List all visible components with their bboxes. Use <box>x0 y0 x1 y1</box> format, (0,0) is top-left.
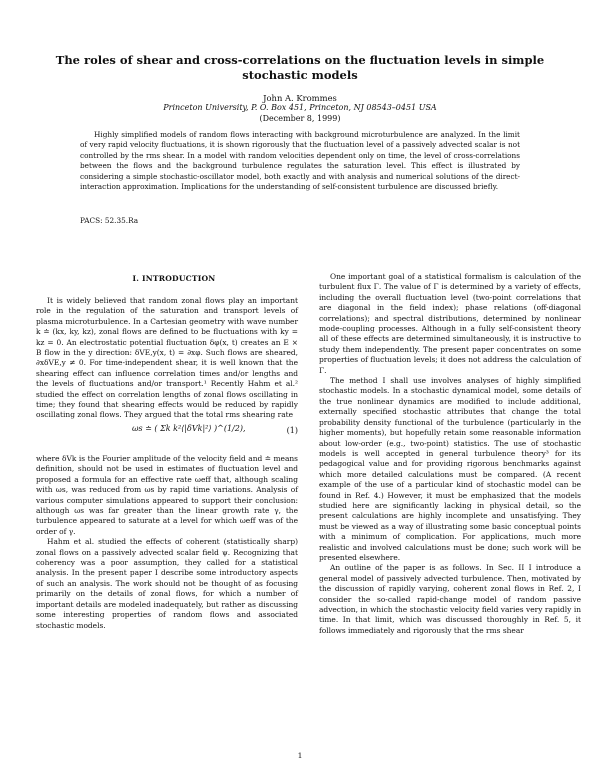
paragraph: It is widely believed that random zonal flows play an important role in the regulation of the saturation and transport levels of plasma microturbulence. In a Cartesian geometry with wave number k ≐ (kx, ky, kz), zonal flows are defined to be fluctuations with ky = kz = 0. An electrostatic potential fluctuation δφ(x, t) creates an E × B flow in the y direction: δVE,y(x, t) = ∂xφ. Such flows are sheared, ∂xδVE,y ≠ 0. For time-independent shear, it is well known that the shearing effect can influence correlation times and/or lengths and the levels of fluctuations and/or transport.¹ Recently Hahm et al.² studied the effect on correlation lengths of zonal flows oscillating in time; they found that shearing effects would be reduced by rapidly oscillating zonal flows. They argued that the total rms shearing rate <box>36 296 298 420</box>
paper-title: The roles of shear and cross-correlations on the fluctuation levels in simple stochastic models <box>55 53 545 82</box>
right-column <box>319 272 581 636</box>
page-number: 1 <box>297 751 303 760</box>
paragraph: Hahm et al. studied the effects of coherent (statistically sharp) zonal flows on a passively advected scalar field ψ. Recognizing that coherency was a poor assumption, they called for a statistical analysis. In the present paper I describe some introductory aspects of such an analysis. The work should not be thought of as focusing primarily on the details of zonal flows, for which a number of important details are modeled inadequately, but rather as discussing some interesting properties of random flows and associated stochastic models. <box>36 537 298 630</box>
equation-number: (1) <box>286 426 298 435</box>
section-heading: I. INTRODUCTION <box>132 274 216 283</box>
left-column-bottom <box>36 454 298 631</box>
author-name: John A. Krommes <box>263 93 337 103</box>
equation-formula: ωs ≐ ( Σk k²⟨|δVk|²⟩ )^(1/2), <box>132 424 246 433</box>
pacs-code: PACS: 52.35.Ra <box>80 216 139 225</box>
paper-date: (December 8, 1999) <box>259 114 341 123</box>
equation-1 <box>36 418 298 444</box>
paragraph: One important goal of a statistical formalism is calculation of the turbulent flux Γ. The value of Γ is determined by a variety of effects, including the overall fluctuation level (two-point correlations that are diagonal in the field index); phase relations (off-diagonal correlations); and spectral distributions, determined by nonlinear mode-coupling processes. Although in a fully self-consistent theory all of these effects are determined simultaneously, it is instructive to study them independently. The present paper concentrates on some properties of fluctuation levels; it does not address the calculation of Γ. <box>319 272 581 375</box>
left-column-top <box>36 296 298 421</box>
paragraph: An outline of the paper is as follows. In Sec. II I introduce a general model of passively advected turbulence. Then, motivated by the discussion of rapidly varying, coherent zonal flows in Ref. 2, I consider the so-called rapid-change model of random passive advection, in which the stochastic velocity field varies very rapidly in time. In that limit, which was discussed thoroughly in Ref. 5, it follows immediately and rigorously that the rms shear <box>319 563 581 635</box>
author-affiliation: Princeton University, P. O. Box 451, Princeton, NJ 08543–0451 USA <box>163 103 437 112</box>
paragraph: The method I shall use involves analyses of highly simplified stochastic models. In a stochastic dynamical model, some details of the true nonlinear dynamics are modified to include additional, externally specified stochastic attributes that change the total probability density functional of the turbulence (particularly in the higher moments), but hopefully retain some reasonable information about low-order (e.g., two-point) statistics. The use of stochastic models is well accepted in general turbulence theory³ for its pedagogical value and for providing rigorous benchmarks against which more detailed calculations must be compared. (A recent example of the use of a particular kind of stochastic model can be found in Ref. 4.) However, it must be emphasized that the models studied here are significantly lacking in physical detail, so the present calculations are highly incomplete and unsatisfying. They must be viewed as a way of illustrating some basic conceptual points with a minimum of complication. For applications, much more realistic and involved calculations must be done; such work will be presented elsewhere. <box>319 376 581 562</box>
abstract: Highly simplified models of random flows interacting with background microturbulence are analyzed. In the limit of very rapid velocity fluctuations, it is shown rigorously that the fluctuation level of a passively advected scalar is not controlled by the rms shear. In a model with random velocities dependent only on time, the level of cross-correlations between the flows and the background turbulence regulates the saturation level. This effect is illustrated by considering a simple stochastic-oscillator model, both exactly and with analysis and numerical solutions of the direct-interaction approximation. Implications for the understanding of self-consistent turbulence are discussed briefly. <box>80 130 520 192</box>
paragraph: where δVk is the Fourier amplitude of the velocity field and ≐ means definition, should not be used in estimates of fluctuation level and proposed a formula for an effective rate ωeff that, although scaling with ωs, was reduced from ωs by rapid time variations. Analysis of various computer simulations appeared to support their conclusion: although ωs was far greater than the linear growth rate γ, the turbulence appeared to saturate at a level for which ωeff was of the order of γ. <box>36 454 298 536</box>
